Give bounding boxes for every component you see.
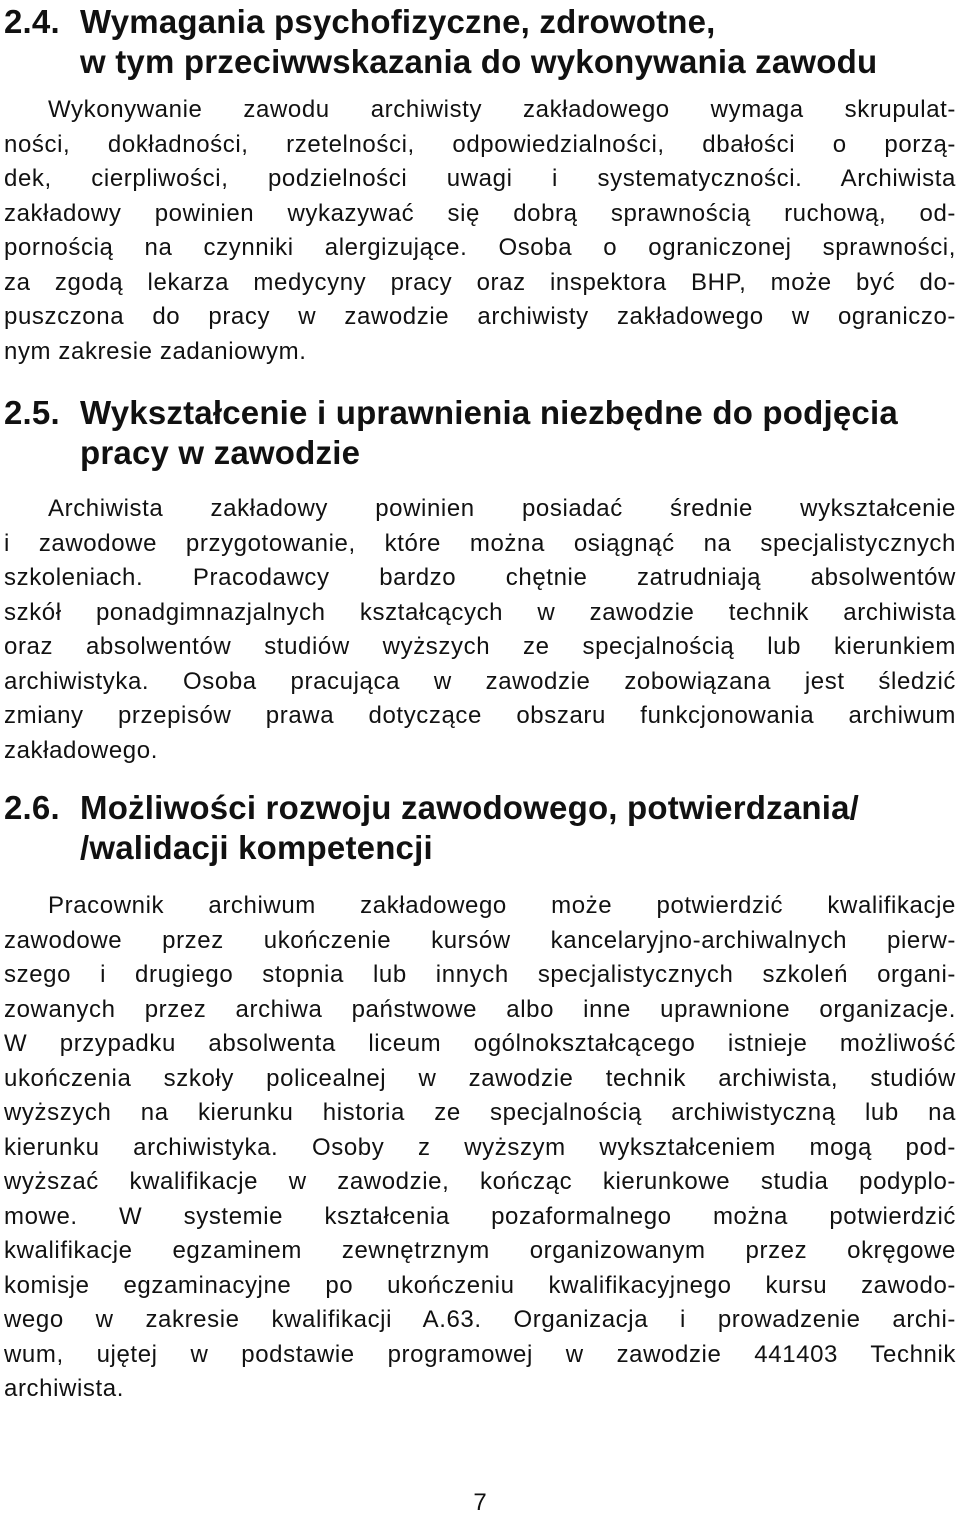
- paragraph-line: Wykonywanie zawodu archiwisty zakładowego wymaga skrupulat-: [48, 96, 956, 123]
- section-title-line: Wykształcenie i uprawnienia niezbędne do podjęcia: [80, 394, 898, 431]
- section-2-6-heading: [4, 788, 956, 868]
- paragraph-line: archiwistyka. Osoba pracująca w zawodzie zobowiązana jest śledzić: [4, 667, 956, 695]
- paragraph-line: zmiany przepisów prawa dotyczące obszaru funkcjonowania archiwum: [4, 702, 956, 729]
- paragraph-line: Pracownik archiwum zakładowego może potwierdzić kwalifikacje: [48, 892, 956, 919]
- section-number: 2.4.: [4, 3, 60, 40]
- section-number: 2.5.: [4, 394, 60, 431]
- paragraph-line: dek, cierpliwości, podzielności uwagi i systematyczności. Archiwista: [4, 165, 956, 192]
- section-title-line: /walidacji kompetencji: [80, 829, 433, 866]
- section-2-5-paragraph: [4, 492, 956, 768]
- paragraph-line: ności, dokładności, rzetelności, odpowiedzialności, dbałości o porzą-: [4, 130, 956, 158]
- paragraph-line: ukończenia szkoły policealnej w zawodzie technik archiwista, studiów: [4, 1064, 956, 1092]
- section-title-line: w tym przeciwwskazania do wykonywania zawodu: [80, 43, 878, 80]
- paragraph-line: Archiwista zakładowy powinien posiadać średnie wykształcenie: [48, 495, 956, 522]
- page-number: 7: [473, 1489, 487, 1516]
- paragraph-line: szkoleniach. Pracodawcy bardzo chętnie zatrudniają absolwentów: [4, 564, 956, 591]
- paragraph-line: zowanych przez archiwa państwowe albo inne uprawnione organizacje.: [4, 995, 956, 1023]
- section-2-4-heading: [4, 2, 956, 82]
- paragraph-line: szego i drugiego stopnia lub innych specjalistycznych szkoleń organi-: [4, 961, 956, 988]
- paragraph-line: szkół ponadgimnazjalnych kształcących w zawodzie technik archiwista: [4, 598, 956, 626]
- section-title-line: pracy w zawodzie: [80, 434, 361, 471]
- section-number: 2.6.: [4, 789, 60, 826]
- paragraph-line: wyższych na kierunku historia ze specjalnością archiwistyczną lub na: [4, 1099, 956, 1126]
- paragraph-line: W przypadku absolwenta liceum ogólnokształcącego istnieje możliwość: [4, 1030, 956, 1057]
- paragraph-line: i zawodowe przygotowanie, które można osiągnąć na specjalistycznych: [4, 529, 956, 557]
- paragraph-line: zakładowego.: [4, 736, 158, 764]
- paragraph-line: wum, ujętej w podstawie programowej w zawodzie 441403 Technik: [4, 1340, 956, 1368]
- paragraph-line: oraz absolwentów studiów wyższych ze specjalnością lub kierunkiem: [4, 633, 956, 660]
- paragraph-line: zakładowy powinien wykazywać się dobrą sprawnością ruchową, od-: [4, 199, 956, 227]
- paragraph-line: puszczona do pracy w zawodzie archiwisty zakładowego w ograniczo-: [4, 303, 956, 330]
- paragraph-line: wego w zakresie kwalifikacji A.63. Organizacja i prowadzenie archi-: [4, 1306, 956, 1333]
- paragraph-line: za zgodą lekarza medycyny pracy oraz inspektora BHP, może być do-: [4, 268, 956, 296]
- paragraph-line: kwalifikacje egzaminem zewnętrznym organizowanym przez okręgowe: [4, 1237, 956, 1264]
- section-2-6-paragraph: [4, 889, 956, 1407]
- section-2-4-paragraph: [4, 93, 956, 369]
- paragraph-line: nym zakresie zadaniowym.: [4, 337, 307, 365]
- paragraph-line: pornością na czynniki alergizujące. Osoba o ograniczonej sprawności,: [4, 234, 956, 261]
- section-title-line: Wymagania psychofizyczne, zdrowotne,: [80, 3, 716, 40]
- paragraph-line: komisje egzaminacyjne po ukończeniu kwalifikacyjnego kursu zawodo-: [4, 1271, 956, 1299]
- section-title-line: Możliwości rozwoju zawodowego, potwierdzania/: [80, 789, 860, 826]
- section-2-5-heading: [4, 393, 956, 473]
- paragraph-line: kierunku archiwistyka. Osoby z wyższym wykształceniem mogą pod-: [4, 1133, 956, 1161]
- paragraph-line: wyższać kwalifikacje w zawodzie, kończąc kierunkowe studia podyplo-: [4, 1168, 956, 1195]
- paragraph-line: mowe. W systemie kształcenia pozaformalnego można potwierdzić: [4, 1202, 956, 1230]
- paragraph-line: archiwista.: [4, 1375, 124, 1402]
- paragraph-line: zawodowe przez ukończenie kursów kancelaryjno-archiwalnych pierw-: [4, 926, 956, 954]
